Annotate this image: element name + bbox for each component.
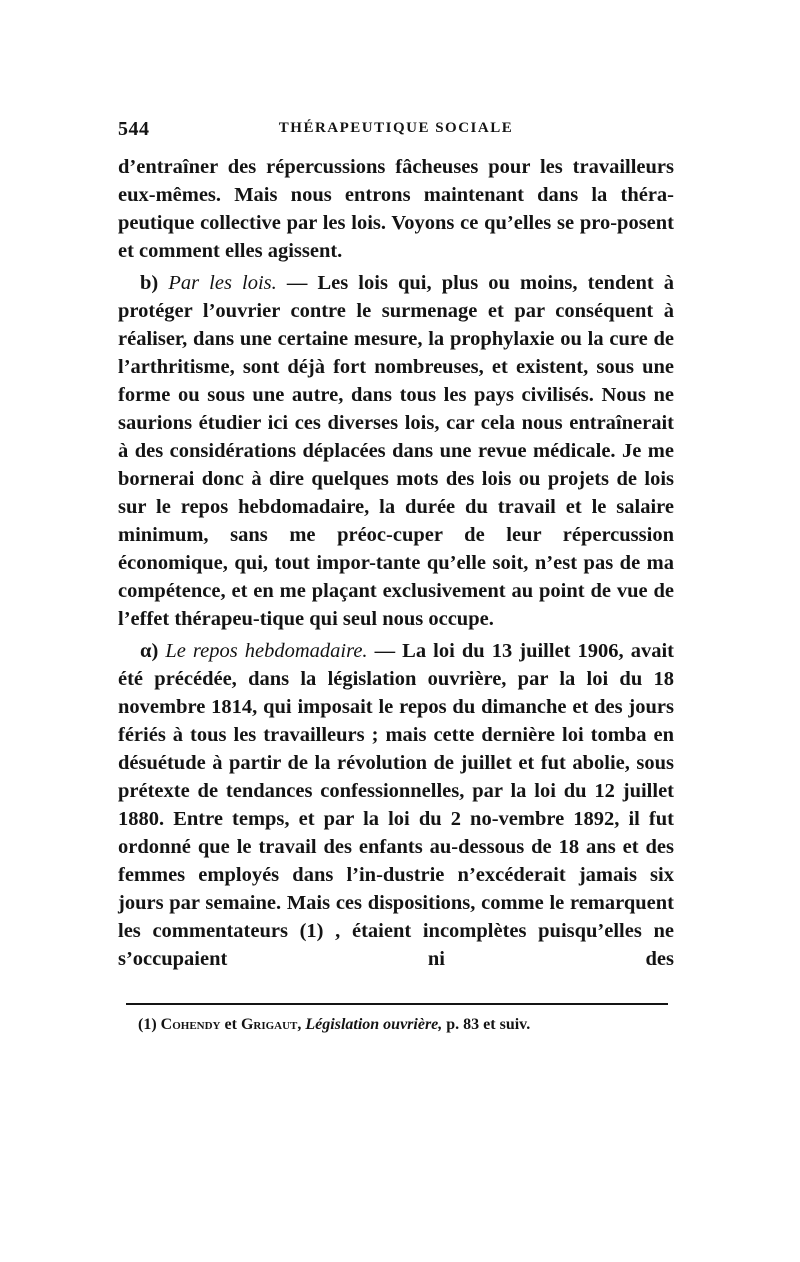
paragraph-repos-hebdomadaire — [118, 637, 674, 973]
running-header — [118, 118, 674, 148]
footnote-reference: p. 83 et suiv. — [446, 1016, 531, 1033]
paragraph-text: — La loi du 13 juillet 1906, avait été précédée, dans la législation ouvrière, par la loi du 18 novembre 1814, qui imposait le repos du dimanche et des jours fériés à tous les travailleurs ; mais cette dernière loi tomba en désuétude à partir de la révolution de juillet et fut abolie, sous prétexte de tendances confessionnelles, par la loi du 12 juillet 1880. Entre temps, et par la loi du 2 no-vembre 1892, il fut ordonné que le travail des enfants au-dessous de 18 ans et des femmes employés dans l’in-dustrie n’excéderait jamais six jours par semaine. Mais ces dispositions, comme le remarquent les commentateurs (1) , étaient incomplètes puisqu’elles ne s’occupaient ni des — [118, 640, 675, 970]
body-text — [118, 153, 674, 977]
paragraph-continued: d’entraîner des répercussions fâcheuses pour les travailleurs eux-mêmes. Mais nous entrons maintenant dans la théra-peutique collective par les lois. Voyons ce qu’elles se pro-posent et comment elles agissent. — [118, 156, 674, 262]
subsection-title: Le repos hebdomadaire. — [165, 640, 368, 662]
subsection-label: α) — [140, 640, 159, 662]
running-title: THÉRAPEUTIQUE SOCIALE — [278, 120, 514, 136]
paragraph-text: — Les lois qui, plus ou moins, tendent à protéger l’ouvrier contre le surmenage et par conséquent à réaliser, dans une certaine mesure, la prophylaxie ou la cure de l’arthritisme, sont déjà fort nombreuses, et existent, sous une forme ou sous une autre, dans tous les pays civilisés. Nous ne saurions étudier ici ces diverses lois, car cela nous entraînerait à des considérations déplacées dans une revue médicale. Je me bornerai donc à dire quelques mots des lois ou projets de lois sur le repos hebdomadaire, la durée du travail et le salaire minimum, sans me préoc-cuper de leur répercussion économique, qui, tout impor-tante qu’elle soit, n’est pas de ma compétence, et en me plaçant exclusivement au point de vue de l’effet thérapeu-tique qui seul nous occupe. — [118, 272, 675, 630]
footnote-author: Cohendy — [160, 1016, 221, 1033]
section-label: b) — [140, 272, 159, 294]
footnote-author: Grigaut, — [240, 1016, 302, 1033]
footnote-title: Législation ouvrière, — [305, 1016, 443, 1033]
footnote-marker: (1) — [138, 1016, 157, 1033]
paragraph-par-les-lois — [118, 269, 674, 633]
page-number: 544 — [118, 118, 150, 140]
footnote-divider — [126, 1003, 668, 1005]
section-title: Par les lois. — [168, 272, 277, 294]
footnote — [138, 1014, 668, 1036]
footnote-conjunction: et — [224, 1016, 237, 1033]
